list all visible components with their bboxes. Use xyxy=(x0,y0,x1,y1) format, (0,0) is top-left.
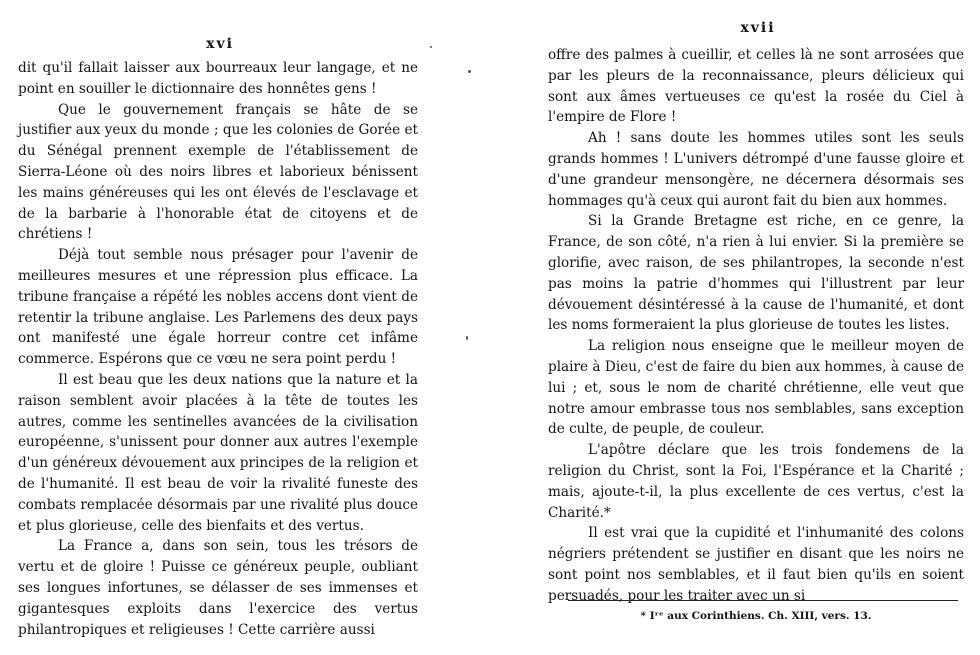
paragraph: Il est beau que les deux nations que la nature et la raison semblent avoir placées à la tête de toutes les autres, comme les sentinelles avancées de la civilisation européenne, s'unissent pour donner aux autres l'exemple d'un généreux dévouement aux principes de la religion et de l'humanité. Il est beau de voir la rivalité funeste des combats remplacée désormais par une rivalité plus douce et plus glorieuse, celle des bienfaits et des vertus. xyxy=(18,371,418,534)
page-body xyxy=(18,58,418,640)
page-number: xvii xyxy=(740,20,776,36)
footnote: * Iʳᵉ aux Corinthiens. Ch. XIII, vers. 13. xyxy=(640,610,872,622)
paragraph: Que le gouvernement français se hâte de se justifier aux yeux du monde ; que les colonies de Gorée et du Sénégal prennent exemple de l'établissement de Sierra-Léone où des noirs libres et laborieux bénissent les mains généreuses qui les ont élevés de l'esclavage et de la barbarie à l'honorable état de citoyens et de chrétiens ! xyxy=(18,101,418,243)
paragraph: Il est vrai que la cupidité et l'inhumanité des colons négriers prétendent se justifier en disant que les noirs ne sont point nos semblables, et il faut bien qu'ils en soient persuadés, pour les traiter avec un si xyxy=(548,525,964,604)
paragraph: La France a, dans son sein, tous les trésors de vertu et de gloire ! Puisse ce généreux peuple, oubliant ses longues infortunes, se délasser de ses immenses et gigantesques exploits dans l'exercice des vertus philantropiques et religieuses ! Cette carrière aussi xyxy=(18,538,418,638)
right-page xyxy=(548,0,964,655)
paragraph: L'apôtre déclare que les trois fondemens de la religion du Christ, sont la Foi, l'Espérance et la Charité ; mais, ajoute-t-il, la plus excellente de ces vertus, c'est la Charité.* xyxy=(548,442,964,521)
page-body xyxy=(548,45,964,607)
paragraph: Déjà tout semble nous présager pour l'avenir de meilleures mesures et une répression plus efficace. La tribune française a répété les nobles accens dont vient de retentir la tribune anglaise. Les Parlemens des deux pays ont manifesté une égale horreur contre cet infâme commerce. Espérons que ce vœu ne sera point perdu ! xyxy=(18,247,418,368)
print-speck xyxy=(430,46,432,48)
left-page xyxy=(18,0,418,655)
paragraph: La religion nous enseigne que le meilleur moyen de plaire à Dieu, c'est de faire du bien aux hommes, à cause de lui ; et, sous le nom de charité chrétienne, elle veut que notre amour embrasse tous nos semblables, sans exception de culte, de peuple, de couleur. xyxy=(548,338,964,438)
footnote-divider xyxy=(568,600,958,601)
print-speck xyxy=(466,336,468,340)
paragraph: offre des palmes à cueillir, et celles là ne sont arrosées que par les pleurs de la reconnaissance, pleurs délicieux qui sont aux âmes vertueuses ce qu'est la rosée du Ciel à l'empire de Flore ! xyxy=(548,47,964,126)
paragraph: Si la Grande Bretagne est riche, en ce genre, la France, de son côté, n'a rien à lui envier. Si la première se glorifie, avec raison, de ses philantropes, la seconde n'est pas moins la patrie d'hommes qui l'illustrent par leur dévouement désintéressé à la cause de l'humanité, et dont les noms formeraient la plus glorieuse de toutes les listes. xyxy=(548,213,964,334)
print-speck xyxy=(468,70,471,73)
page-number: xvi xyxy=(206,36,234,52)
paragraph: Ah ! sans doute les hommes utiles sont les seuls grands hommes ! L'univers détrompé d'une fausse gloire et d'une grandeur mensongère, ne décernera désormais ses hommages qu'à ceux qui auront fait du bien aux hommes. xyxy=(548,130,964,209)
paragraph: dit qu'il fallait laisser aux bourreaux leur langage, et ne point en souiller le dictionnaire des honnêtes gens ! xyxy=(18,60,418,97)
